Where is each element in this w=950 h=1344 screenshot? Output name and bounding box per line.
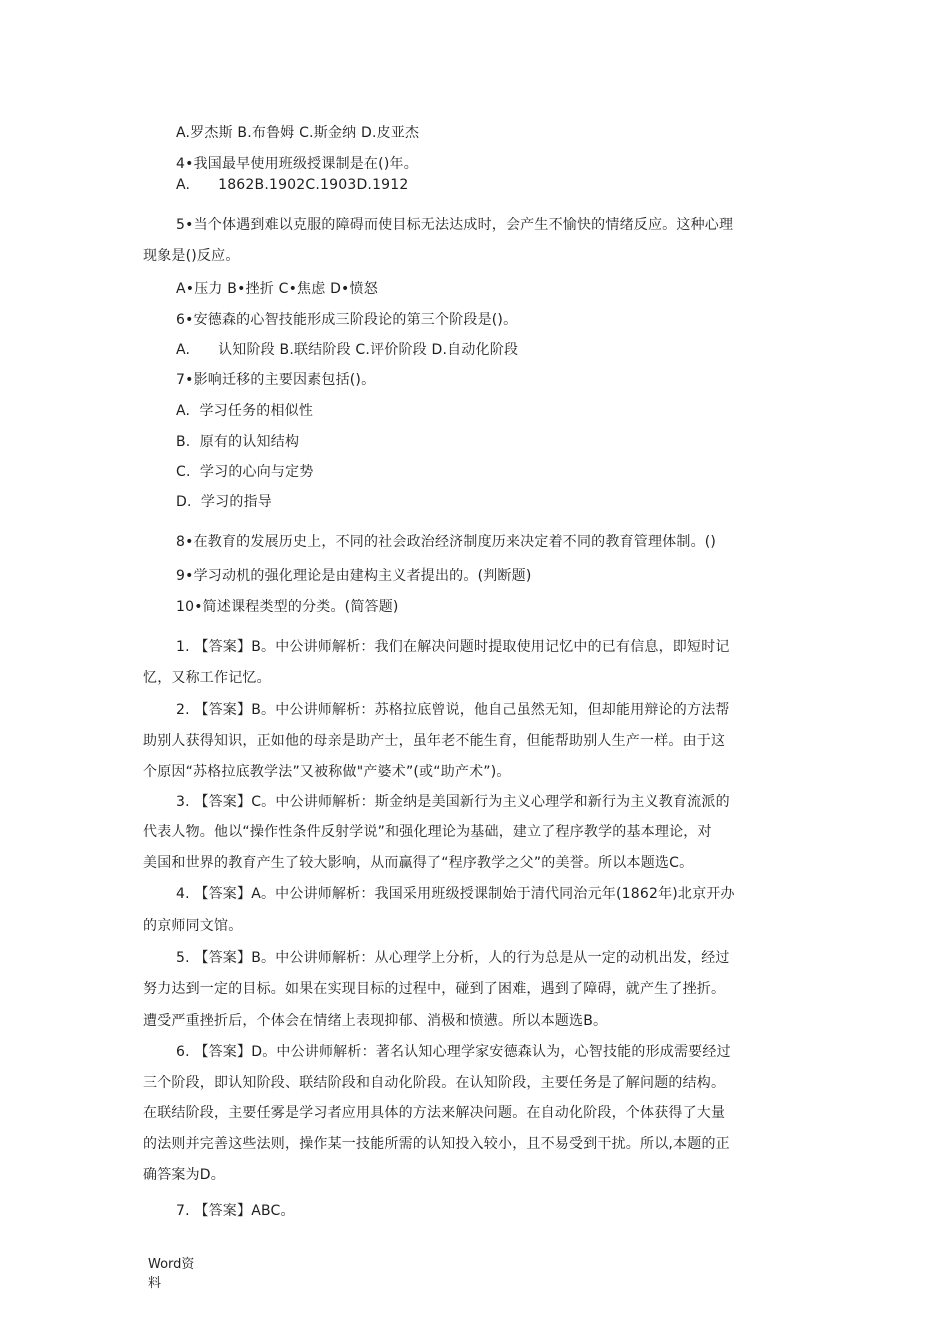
answer-3-line2: 代表人物。他以“操作性条件反射学说”和强化理论为基础，建立了程序教学的基本理论，对 bbox=[143, 824, 712, 840]
answer-6-line2: 三个阶段，即认知阶段、联结阶段和自动化阶段。在认知阶段，主要任务是了解问题的结构。 bbox=[143, 1075, 726, 1091]
answer-7-line1: 7. 【答案】ABC。 bbox=[176, 1203, 295, 1219]
answer-5-line3: 遭受严重挫折后，个体会在情绪上表现抑郁、消极和愤懑。所以本题选B。 bbox=[143, 1013, 608, 1029]
answer-2-line3: 个原因“苏格拉底教学法”又被称做"产婆术”(或“助产术”)。 bbox=[143, 764, 511, 780]
question-8: 8•在教育的发展历史上，不同的社会政治经济制度历来决定着不同的教育管理体制。() bbox=[176, 534, 717, 550]
question-3-options: A.罗杰斯 B.布鲁姆 C.斯金纳 D.皮亚杰 bbox=[176, 125, 420, 141]
answer-2-line1: 2. 【答案】B。中公讲师解析：苏格拉底曾说，他自己虽然无知，但却能用辩论的方法帮 bbox=[176, 702, 730, 718]
answer-6-line3: 在联结阶段，主要任雾是学习者应用具体的方法来解决问题。在自动化阶段，个体获得了大量 bbox=[143, 1105, 726, 1121]
question-7: 7•影响迁移的主要因素包括()。 bbox=[176, 372, 376, 388]
footer-line2: 料 bbox=[148, 1276, 162, 1291]
question-5-line2: 现象是()反应。 bbox=[143, 248, 240, 264]
question-7-option-b: B. 原有的认知结构 bbox=[176, 434, 300, 450]
question-6: 6•安德森的心智技能形成三阶段论的第三个阶段是()。 bbox=[176, 312, 518, 328]
question-7-option-c: C. 学习的心向与定势 bbox=[176, 464, 314, 480]
answer-5-line2: 努力达到一定的目标。如果在实现目标的过程中，碰到了困难，遇到了障碍，就产生了挫折。 bbox=[143, 981, 726, 997]
answer-4-line1: 4. 【答案】A。中公讲师解析：我国采用班级授课制始于清代同治元年(1862年)北京开办 bbox=[176, 886, 735, 902]
answer-6-line4: 的法则并完善这些法则，操作某一技能所需的认知投入较小，且不易受到干扰。所以,本题的正 bbox=[143, 1136, 730, 1152]
answer-5-line1: 5. 【答案】B。中公讲师解析：从心理学上分析，人的行为总是从一定的动机出发，经过 bbox=[176, 950, 730, 966]
answer-2-line2: 助别人获得知识，正如他的母亲是助产士，虽年老不能生育，但能帮助别人生产一样。由于这 bbox=[143, 733, 726, 749]
question-5-options: A•压力 B•挫折 C•焦虑 D•愤怒 bbox=[176, 281, 378, 297]
answer-3-line1: 3. 【答案】C。中公讲师解析：斯金纳是美国新行为主义心理学和新行为主义教育流派的 bbox=[176, 794, 730, 810]
question-7-option-d: D. 学习的指导 bbox=[176, 494, 272, 510]
footer-line1: Word资 bbox=[148, 1257, 195, 1272]
question-6-options: A. 认知阶段 B.联结阶段 C.评价阶段 D.自动化阶段 bbox=[176, 342, 519, 358]
answer-1-line1: 1. 【答案】B。中公讲师解析：我们在解决问题时提取使用记忆中的已有信息，即短时记 bbox=[176, 639, 730, 655]
answer-3-line3: 美国和世界的教育产生了较大影响，从而赢得了“程序教学之父”的美誉。所以本题选C。 bbox=[143, 855, 694, 871]
question-7-option-a: A. 学习任务的相似性 bbox=[176, 403, 314, 419]
answer-6-line1: 6. 【答案】D。中公讲师解析：著名认知心理学家安德森认为，心智技能的形成需要经过 bbox=[176, 1044, 731, 1060]
question-4: 4•我国最早使用班级授课制是在()年。 bbox=[176, 156, 418, 172]
question-9: 9•学习动机的强化理论是由建构主义者提出的。(判断题) bbox=[176, 568, 532, 584]
answer-6-line5: 确答案为D。 bbox=[143, 1167, 225, 1183]
question-5-line1: 5•当个体遇到难以克服的障碍而使目标无法达成时，会产生不愉快的情绪反应。这种心理 bbox=[176, 217, 734, 233]
answer-4-line2: 的京师同文馆。 bbox=[143, 918, 243, 934]
question-4-options: A. 1862B.1902C.1903D.1912 bbox=[176, 177, 409, 193]
answer-1-line2: 忆，又称工作记忆。 bbox=[143, 670, 271, 686]
question-10: 10•简述课程类型的分类。(简答题) bbox=[176, 599, 399, 615]
